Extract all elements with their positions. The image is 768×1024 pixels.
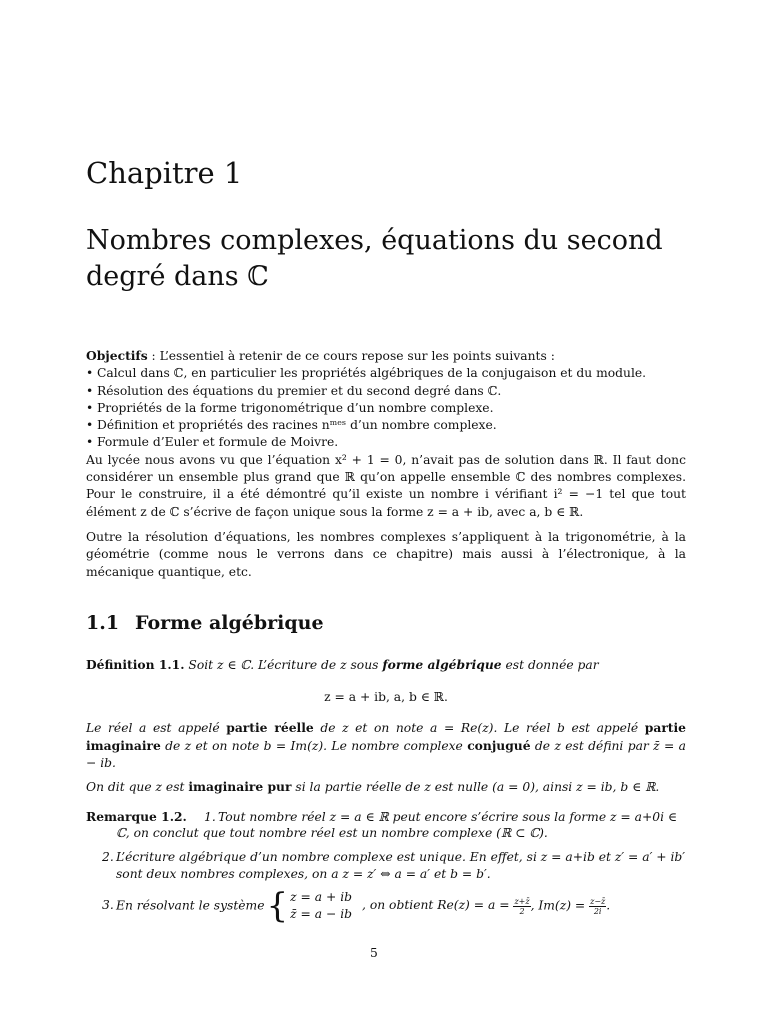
remark-label: Remarque 1.2. — [86, 809, 187, 824]
fraction — [513, 897, 530, 916]
definition-equation: z = a + ib, a, b ∈ ℝ. — [324, 690, 448, 705]
section-heading — [86, 612, 324, 634]
definition-paragraph — [86, 719, 686, 773]
remark-item-1 — [86, 808, 686, 826]
fraction-numerator: z−z̄ — [590, 896, 606, 906]
objectives-intro-text: : L’essentiel à retenir de ce cours repose sur les points suivants : — [147, 349, 555, 363]
fraction-numerator: z+z̄ — [514, 896, 530, 906]
intro-paragraph: Au lycée nous avons vu que l’équation x² + 1 = 0, n’avait pas de solution dans ℝ. Il faut donc considérer un ensemble plus grand que ℝ qu’on appelle ensemble ℂ des nombres complexes. Pour le construire, il a été démontré qu’il existe un nombre i vérifiant i² = −1 tel que tout élément z de ℂ s’écrive de façon unique sous la forme z = a + ib, avec a, b ∈ ℝ. — [86, 452, 686, 519]
fraction — [589, 897, 606, 916]
definition-text: de z est défini par z̄ = a − ib. — [86, 738, 686, 771]
definition-term: partie réelle — [226, 719, 314, 735]
chapter-title — [86, 223, 686, 295]
remark-text: L’écriture algébrique d’un nombre complexe est unique. En effet, si z = a+ib et z′ = a′ + ib′ — [116, 850, 686, 864]
remark-item-2 — [102, 849, 686, 866]
definition-paragraph — [86, 778, 686, 796]
definition-text: de z et on note b = Im(z). Le nombre complexe — [160, 738, 468, 753]
left-brace-icon: { — [266, 886, 289, 926]
objective-item: • Calcul dans ℂ, en particulier les propriétés algébriques de la conjugaison et du module. — [86, 365, 686, 382]
remark-text: , Im(z) = — [530, 898, 590, 913]
definition-block — [86, 656, 686, 797]
definition-text: Le réel a est appelé — [86, 720, 227, 735]
objective-item: • Propriétés de la forme trigonométrique d’un nombre complexe. — [86, 400, 686, 417]
objectives-heading: Objectifs — [86, 348, 148, 363]
page-number: 5 — [370, 946, 378, 960]
objective-item: • Définition et propriétés des racines nᵐᵉˢ d’un nombre complexe. — [86, 417, 686, 434]
fraction-denominator: 2 — [519, 906, 525, 916]
section-number: 1.1 — [86, 612, 120, 634]
remark-text: . — [606, 898, 611, 913]
system-line: z̄ = a − ib — [290, 907, 352, 921]
objectives-block — [86, 347, 686, 581]
definition-text: est donnée par — [501, 658, 599, 672]
objective-item: • Formule d’Euler et formule de Moivre. — [86, 434, 686, 451]
definition-term: forme algébrique — [382, 657, 502, 672]
chapter-label: Chapitre 1 — [86, 156, 243, 190]
definition-text: si la partie réelle de z est nulle (a = 0), ainsi z = ib, b ∈ ℝ. — [291, 780, 660, 795]
remark-number: 1. — [204, 810, 216, 824]
definition-term: partie imaginaire — [86, 719, 686, 753]
remark-text: En résolvant le système — [116, 898, 265, 913]
chapter-title-line-1: Nombres complexes, équations du second — [86, 225, 663, 256]
equation-system — [290, 889, 352, 923]
remark-item-3 — [102, 886, 686, 926]
definition-statement — [86, 656, 686, 674]
definition-term: conjugué — [467, 737, 531, 753]
definition-text: de z et on note a = Re(z). Le réel b est appelé — [313, 720, 645, 735]
definition-label: Définition 1.1. — [86, 657, 185, 672]
definition-text: On dit que z est — [86, 780, 189, 795]
objective-item: • Résolution des équations du premier et du second degré dans ℂ. — [86, 383, 686, 400]
applications-paragraph: Outre la résolution d’équations, les nombres complexes s’appliquent à la trigonométrie, à la géométrie (comme nous le verrons dans ce chapitre) mais aussi à l’électronique, à la mécanique quantique, etc. — [86, 529, 686, 579]
remark-text: , on obtient Re(z) = a = — [362, 898, 514, 913]
section-title: Forme algébrique — [135, 612, 324, 634]
definition-text: Soit z ∈ ℂ. L’écriture de z sous — [184, 658, 383, 672]
remark-item-2-continued: sont deux nombres complexes, on a z = z′ ⇔ a = a′ et b = b′. — [116, 867, 491, 881]
remark-text: Tout nombre réel z = a ∈ ℝ peut encore s’écrire sous la forme z = a+0i ∈ — [218, 810, 678, 824]
chapter-title-line-2: degré dans ℂ — [86, 261, 269, 292]
fraction-denominator: 2i — [593, 906, 602, 916]
remark-item-1-continued: ℂ, on conclut que tout nombre réel est un nombre complexe (ℝ ⊂ ℂ). — [116, 826, 548, 840]
remark-number: 3. — [102, 898, 114, 913]
objectives-intro — [86, 347, 686, 365]
objectives-list — [86, 365, 686, 451]
system-line: z = a + ib — [290, 890, 352, 904]
remark-number: 2. — [102, 850, 114, 864]
definition-term: imaginaire pur — [188, 779, 292, 795]
